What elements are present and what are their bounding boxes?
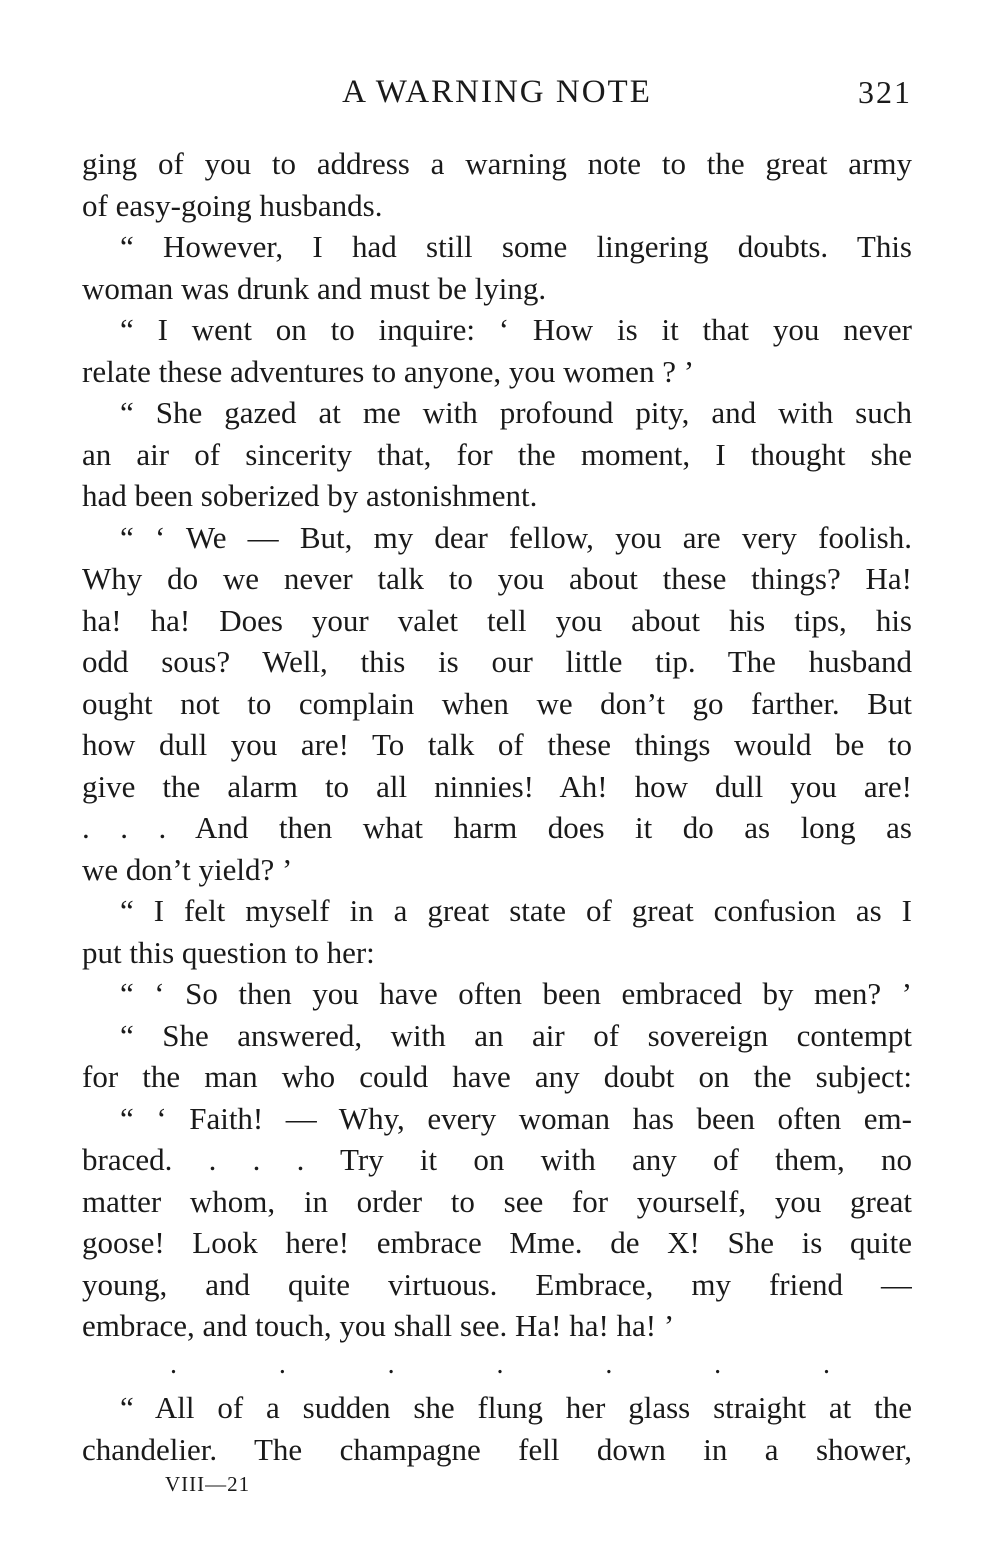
break-dot: . bbox=[278, 1349, 286, 1380]
body-text-continued bbox=[82, 1387, 912, 1470]
text-line: for the man who could have any doubt on the subject: bbox=[82, 1059, 912, 1094]
text-line: relate these adventures to anyone, you women ? ’ bbox=[82, 353, 695, 389]
text-line: “ She gazed at me with profound pity, and with such bbox=[120, 395, 912, 430]
text-line: we don’t yield? ’ bbox=[82, 851, 293, 887]
text-line: “ However, I had still some lingering doubts. This bbox=[120, 229, 912, 264]
text-line: “ ‘ We — But, my dear fellow, you are very foolish. bbox=[120, 519, 912, 555]
text-line: an air of sincerity that, for the moment, I thought she bbox=[82, 436, 912, 472]
body-text bbox=[82, 143, 912, 1347]
text-line: Why do we never talk to you about these things? Ha! bbox=[82, 561, 912, 596]
break-dot: . bbox=[170, 1349, 177, 1380]
text-line: . . . And then what harm does it do as long as bbox=[82, 810, 912, 845]
text-line: odd sous? Well, this is our little tip. The husband bbox=[82, 644, 912, 679]
section-break-dots bbox=[170, 1350, 830, 1380]
text-line: “ ‘ Faith! — Why, every woman has been often em- bbox=[120, 1100, 912, 1136]
text-line: “ All of a sudden she flung her glass straight at the bbox=[120, 1390, 912, 1425]
text-line: braced. . . . Try it on with any of them, no bbox=[82, 1142, 912, 1177]
text-line: put this question to her: bbox=[82, 934, 375, 970]
running-title: A WARNING NOTE bbox=[342, 74, 652, 110]
text-line: young, and quite virtuous. Embrace, my friend — bbox=[82, 1266, 912, 1302]
text-line: woman was drunk and must be lying. bbox=[82, 270, 547, 306]
text-line: how dull you are! To talk of these things would be to bbox=[82, 727, 912, 762]
text-line: ging of you to address a warning note to the great army bbox=[82, 146, 912, 181]
break-dot: . bbox=[387, 1349, 395, 1380]
text-line: goose! Look here! embrace Mme. de X! She is quite bbox=[82, 1225, 912, 1260]
text-line: had been soberized by astonishment. bbox=[82, 478, 538, 513]
text-line: “ I felt myself in a great state of great confusion as I bbox=[120, 893, 912, 928]
break-dot: . bbox=[605, 1349, 613, 1380]
text-line: matter whom, in order to see for yourself, you great bbox=[82, 1183, 912, 1219]
break-dot: . bbox=[714, 1349, 722, 1380]
text-line: ought not to complain when we don’t go farther. But bbox=[82, 685, 912, 721]
text-line: give the alarm to all ninnies! Ah! how dull you are! bbox=[82, 768, 912, 804]
signature-mark: VIII—21 bbox=[165, 1472, 251, 1496]
text-line: “ I went on to inquire: ‘ How is it that you never bbox=[120, 312, 912, 347]
running-head bbox=[82, 70, 912, 114]
page-number: 321 bbox=[858, 74, 912, 110]
text-line: chandelier. The champagne fell down in a shower, bbox=[82, 1431, 912, 1467]
break-dot: . bbox=[496, 1349, 504, 1380]
text-line: embrace, and touch, you shall see. Ha! ha! ha! ’ bbox=[82, 1308, 675, 1343]
break-dot: . bbox=[822, 1349, 830, 1380]
text-line: “ ‘ So then you have often been embraced by men? ’ bbox=[120, 976, 912, 1011]
text-line: of easy-going husbands. bbox=[82, 187, 383, 223]
text-line: “ She answered, with an air of sovereign contempt bbox=[120, 1017, 912, 1053]
text-line: ha! ha! Does your valet tell you about his tips, his bbox=[82, 602, 912, 638]
